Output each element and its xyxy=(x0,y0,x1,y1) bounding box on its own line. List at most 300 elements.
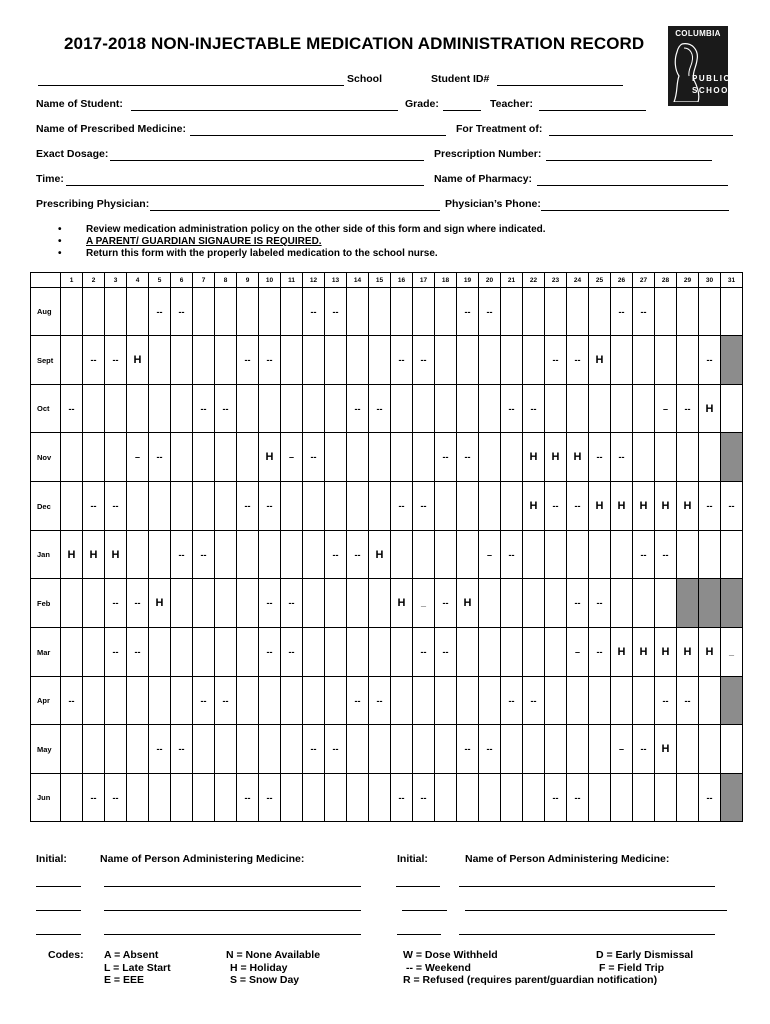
day-cell[interactable] xyxy=(677,336,699,385)
day-cell[interactable]: -- xyxy=(435,579,457,628)
day-cell[interactable] xyxy=(369,433,391,482)
day-cell[interactable] xyxy=(413,531,435,579)
day-cell[interactable] xyxy=(479,579,501,628)
day-cell[interactable]: -- xyxy=(83,482,105,531)
day-cell[interactable] xyxy=(545,677,567,725)
day-cell[interactable]: -- xyxy=(567,774,589,822)
day-cell[interactable] xyxy=(347,433,369,482)
day-cell[interactable] xyxy=(303,628,325,677)
day-cell[interactable] xyxy=(215,579,237,628)
day-cell[interactable] xyxy=(545,628,567,677)
day-cell[interactable] xyxy=(281,677,303,725)
day-cell[interactable] xyxy=(237,385,259,433)
day-cell[interactable] xyxy=(633,336,655,385)
day-cell[interactable] xyxy=(391,433,413,482)
day-cell[interactable]: H xyxy=(523,433,545,482)
day-cell[interactable]: -- xyxy=(237,774,259,822)
day-cell[interactable] xyxy=(677,579,699,628)
day-cell[interactable]: -- xyxy=(105,482,127,531)
day-cell[interactable]: -- xyxy=(589,579,611,628)
day-cell[interactable] xyxy=(281,774,303,822)
day-cell[interactable] xyxy=(127,288,149,336)
day-cell[interactable] xyxy=(149,336,171,385)
day-cell[interactable]: -- xyxy=(567,336,589,385)
day-cell[interactable] xyxy=(215,288,237,336)
day-cell[interactable] xyxy=(303,579,325,628)
day-cell[interactable] xyxy=(149,774,171,822)
day-cell[interactable]: H xyxy=(545,433,567,482)
day-cell[interactable] xyxy=(677,433,699,482)
day-cell[interactable]: -- xyxy=(83,336,105,385)
day-cell[interactable] xyxy=(589,774,611,822)
day-cell[interactable] xyxy=(677,725,699,774)
day-cell[interactable]: _ xyxy=(413,579,435,628)
day-cell[interactable] xyxy=(171,628,193,677)
student-name-line[interactable] xyxy=(131,110,398,111)
day-cell[interactable]: -- xyxy=(105,336,127,385)
day-cell[interactable]: -- xyxy=(501,385,523,433)
day-cell[interactable] xyxy=(457,677,479,725)
initial-line[interactable] xyxy=(402,910,447,911)
day-cell[interactable] xyxy=(611,531,633,579)
day-cell[interactable] xyxy=(61,288,83,336)
day-cell[interactable] xyxy=(237,725,259,774)
school-line[interactable] xyxy=(38,85,344,86)
day-cell[interactable] xyxy=(83,628,105,677)
prescribed-medicine-line[interactable] xyxy=(190,135,446,136)
day-cell[interactable] xyxy=(479,385,501,433)
day-cell[interactable] xyxy=(457,531,479,579)
day-cell[interactable] xyxy=(127,385,149,433)
day-cell[interactable] xyxy=(501,628,523,677)
day-cell[interactable]: -- xyxy=(171,288,193,336)
day-cell[interactable] xyxy=(237,628,259,677)
day-cell[interactable] xyxy=(259,531,281,579)
day-cell[interactable] xyxy=(61,336,83,385)
day-cell[interactable] xyxy=(105,725,127,774)
day-cell[interactable]: H xyxy=(369,531,391,579)
day-cell[interactable] xyxy=(677,288,699,336)
day-cell[interactable]: -- xyxy=(83,774,105,822)
day-cell[interactable]: H xyxy=(149,579,171,628)
day-cell[interactable] xyxy=(501,774,523,822)
day-cell[interactable] xyxy=(413,433,435,482)
day-cell[interactable] xyxy=(633,433,655,482)
day-cell[interactable] xyxy=(259,288,281,336)
day-cell[interactable] xyxy=(501,482,523,531)
day-cell[interactable] xyxy=(303,677,325,725)
day-cell[interactable] xyxy=(259,677,281,725)
day-cell[interactable] xyxy=(633,579,655,628)
day-cell[interactable] xyxy=(457,385,479,433)
day-cell[interactable] xyxy=(721,774,743,822)
day-cell[interactable] xyxy=(479,628,501,677)
day-cell[interactable]: H xyxy=(391,579,413,628)
day-cell[interactable] xyxy=(435,385,457,433)
day-cell[interactable] xyxy=(457,774,479,822)
teacher-line[interactable] xyxy=(539,110,646,111)
day-cell[interactable]: -- xyxy=(259,336,281,385)
day-cell[interactable]: -- xyxy=(479,725,501,774)
day-cell[interactable] xyxy=(281,336,303,385)
day-cell[interactable] xyxy=(413,288,435,336)
day-cell[interactable] xyxy=(435,336,457,385)
day-cell[interactable]: -- xyxy=(633,288,655,336)
initial-line[interactable] xyxy=(36,910,81,911)
day-cell[interactable]: -- xyxy=(391,336,413,385)
day-cell[interactable] xyxy=(391,288,413,336)
day-cell[interactable] xyxy=(105,677,127,725)
day-cell[interactable] xyxy=(501,579,523,628)
day-cell[interactable]: -- xyxy=(347,531,369,579)
day-cell[interactable] xyxy=(391,725,413,774)
day-cell[interactable]: -- xyxy=(391,482,413,531)
day-cell[interactable] xyxy=(193,774,215,822)
day-cell[interactable] xyxy=(303,482,325,531)
day-cell[interactable] xyxy=(611,385,633,433)
day-cell[interactable]: -- xyxy=(259,482,281,531)
day-cell[interactable]: -- xyxy=(677,677,699,725)
day-cell[interactable]: -- xyxy=(699,774,721,822)
day-cell[interactable] xyxy=(171,579,193,628)
day-cell[interactable] xyxy=(127,725,149,774)
day-cell[interactable]: -- xyxy=(567,482,589,531)
day-cell[interactable]: -- xyxy=(391,774,413,822)
day-cell[interactable]: -- xyxy=(281,579,303,628)
day-cell[interactable] xyxy=(567,677,589,725)
day-cell[interactable] xyxy=(567,288,589,336)
day-cell[interactable] xyxy=(303,774,325,822)
day-cell[interactable]: -- xyxy=(303,433,325,482)
day-cell[interactable] xyxy=(435,725,457,774)
day-cell[interactable]: -- xyxy=(721,482,743,531)
day-cell[interactable] xyxy=(501,288,523,336)
day-cell[interactable] xyxy=(215,336,237,385)
day-cell[interactable]: -- xyxy=(655,531,677,579)
initial-line[interactable] xyxy=(36,934,81,935)
administering-name-line[interactable] xyxy=(104,886,361,887)
day-cell[interactable]: -- xyxy=(611,288,633,336)
day-cell[interactable]: – xyxy=(479,531,501,579)
day-cell[interactable]: -- xyxy=(369,385,391,433)
day-cell[interactable] xyxy=(677,531,699,579)
day-cell[interactable]: H xyxy=(677,482,699,531)
day-cell[interactable] xyxy=(369,482,391,531)
day-cell[interactable] xyxy=(193,288,215,336)
day-cell[interactable]: -- xyxy=(567,579,589,628)
day-cell[interactable]: _ xyxy=(721,628,743,677)
day-cell[interactable]: -- xyxy=(611,433,633,482)
day-cell[interactable]: -- xyxy=(699,336,721,385)
time-line[interactable] xyxy=(66,185,424,186)
day-cell[interactable]: -- xyxy=(457,725,479,774)
day-cell[interactable] xyxy=(171,385,193,433)
day-cell[interactable]: – xyxy=(611,725,633,774)
day-cell[interactable]: -- xyxy=(369,677,391,725)
day-cell[interactable] xyxy=(369,725,391,774)
day-cell[interactable]: -- xyxy=(633,725,655,774)
day-cell[interactable] xyxy=(567,385,589,433)
day-cell[interactable]: -- xyxy=(193,677,215,725)
day-cell[interactable]: H xyxy=(457,579,479,628)
student-id-line[interactable] xyxy=(497,85,623,86)
day-cell[interactable]: -- xyxy=(545,482,567,531)
day-cell[interactable]: -- xyxy=(523,385,545,433)
day-cell[interactable] xyxy=(347,482,369,531)
day-cell[interactable] xyxy=(303,385,325,433)
day-cell[interactable]: -- xyxy=(325,725,347,774)
day-cell[interactable] xyxy=(325,433,347,482)
day-cell[interactable] xyxy=(171,336,193,385)
day-cell[interactable]: – xyxy=(567,628,589,677)
day-cell[interactable] xyxy=(589,531,611,579)
day-cell[interactable] xyxy=(149,482,171,531)
day-cell[interactable] xyxy=(413,725,435,774)
day-cell[interactable]: H xyxy=(655,628,677,677)
day-cell[interactable]: -- xyxy=(61,385,83,433)
day-cell[interactable] xyxy=(545,288,567,336)
day-cell[interactable] xyxy=(655,774,677,822)
day-cell[interactable] xyxy=(61,482,83,531)
day-cell[interactable] xyxy=(83,677,105,725)
day-cell[interactable] xyxy=(149,385,171,433)
day-cell[interactable] xyxy=(699,531,721,579)
day-cell[interactable] xyxy=(413,677,435,725)
day-cell[interactable]: -- xyxy=(457,433,479,482)
day-cell[interactable] xyxy=(545,725,567,774)
day-cell[interactable] xyxy=(611,579,633,628)
day-cell[interactable] xyxy=(721,288,743,336)
day-cell[interactable]: -- xyxy=(61,677,83,725)
physician-line[interactable] xyxy=(150,210,440,211)
day-cell[interactable]: -- xyxy=(149,288,171,336)
day-cell[interactable] xyxy=(391,677,413,725)
day-cell[interactable] xyxy=(347,288,369,336)
day-cell[interactable] xyxy=(545,385,567,433)
day-cell[interactable] xyxy=(127,677,149,725)
day-cell[interactable] xyxy=(171,433,193,482)
day-cell[interactable]: H xyxy=(655,725,677,774)
day-cell[interactable] xyxy=(347,628,369,677)
day-cell[interactable] xyxy=(149,628,171,677)
day-cell[interactable]: -- xyxy=(237,482,259,531)
day-cell[interactable] xyxy=(721,433,743,482)
initial-line[interactable] xyxy=(396,886,440,887)
day-cell[interactable] xyxy=(369,628,391,677)
day-cell[interactable]: -- xyxy=(105,628,127,677)
day-cell[interactable] xyxy=(325,677,347,725)
day-cell[interactable] xyxy=(281,385,303,433)
day-cell[interactable] xyxy=(281,482,303,531)
day-cell[interactable] xyxy=(413,385,435,433)
day-cell[interactable]: -- xyxy=(303,288,325,336)
physician-phone-line[interactable] xyxy=(541,210,729,211)
day-cell[interactable]: -- xyxy=(171,531,193,579)
day-cell[interactable] xyxy=(171,482,193,531)
day-cell[interactable] xyxy=(435,288,457,336)
day-cell[interactable] xyxy=(545,531,567,579)
day-cell[interactable]: -- xyxy=(677,385,699,433)
day-cell[interactable] xyxy=(721,579,743,628)
day-cell[interactable]: -- xyxy=(413,628,435,677)
day-cell[interactable] xyxy=(105,288,127,336)
day-cell[interactable] xyxy=(457,336,479,385)
day-cell[interactable] xyxy=(611,336,633,385)
day-cell[interactable]: H xyxy=(633,482,655,531)
day-cell[interactable] xyxy=(237,677,259,725)
day-cell[interactable]: H xyxy=(127,336,149,385)
day-cell[interactable] xyxy=(589,677,611,725)
day-cell[interactable] xyxy=(611,677,633,725)
day-cell[interactable] xyxy=(171,677,193,725)
day-cell[interactable] xyxy=(105,433,127,482)
day-cell[interactable] xyxy=(391,385,413,433)
day-cell[interactable] xyxy=(391,628,413,677)
day-cell[interactable]: -- xyxy=(633,531,655,579)
day-cell[interactable] xyxy=(479,336,501,385)
day-cell[interactable] xyxy=(347,725,369,774)
day-cell[interactable]: H xyxy=(61,531,83,579)
day-cell[interactable] xyxy=(479,433,501,482)
day-cell[interactable]: -- xyxy=(479,288,501,336)
day-cell[interactable] xyxy=(347,774,369,822)
day-cell[interactable] xyxy=(567,531,589,579)
day-cell[interactable] xyxy=(523,336,545,385)
administering-name-line[interactable] xyxy=(104,910,361,911)
day-cell[interactable] xyxy=(523,531,545,579)
day-cell[interactable] xyxy=(721,336,743,385)
day-cell[interactable]: H xyxy=(589,482,611,531)
day-cell[interactable] xyxy=(281,531,303,579)
day-cell[interactable]: -- xyxy=(325,531,347,579)
day-cell[interactable]: -- xyxy=(523,677,545,725)
day-cell[interactable] xyxy=(61,725,83,774)
day-cell[interactable] xyxy=(457,628,479,677)
day-cell[interactable]: -- xyxy=(259,628,281,677)
for-treatment-line[interactable] xyxy=(549,135,733,136)
day-cell[interactable] xyxy=(193,725,215,774)
day-cell[interactable] xyxy=(193,433,215,482)
day-cell[interactable]: -- xyxy=(589,433,611,482)
day-cell[interactable] xyxy=(347,336,369,385)
day-cell[interactable] xyxy=(237,288,259,336)
day-cell[interactable] xyxy=(523,628,545,677)
day-cell[interactable]: H xyxy=(611,628,633,677)
day-cell[interactable] xyxy=(83,433,105,482)
day-cell[interactable] xyxy=(105,385,127,433)
grade-line[interactable] xyxy=(443,110,481,111)
day-cell[interactable]: H xyxy=(611,482,633,531)
day-cell[interactable] xyxy=(501,725,523,774)
day-cell[interactable]: -- xyxy=(413,774,435,822)
day-cell[interactable]: -- xyxy=(303,725,325,774)
day-cell[interactable] xyxy=(369,774,391,822)
day-cell[interactable]: -- xyxy=(413,482,435,531)
day-cell[interactable] xyxy=(501,336,523,385)
day-cell[interactable] xyxy=(259,725,281,774)
day-cell[interactable]: -- xyxy=(127,628,149,677)
day-cell[interactable] xyxy=(589,725,611,774)
day-cell[interactable]: -- xyxy=(655,677,677,725)
day-cell[interactable] xyxy=(281,725,303,774)
day-cell[interactable] xyxy=(655,579,677,628)
day-cell[interactable] xyxy=(281,288,303,336)
day-cell[interactable] xyxy=(325,482,347,531)
day-cell[interactable]: H xyxy=(83,531,105,579)
administering-name-line[interactable] xyxy=(104,934,361,935)
day-cell[interactable] xyxy=(435,482,457,531)
day-cell[interactable]: -- xyxy=(435,628,457,677)
day-cell[interactable] xyxy=(501,433,523,482)
day-cell[interactable] xyxy=(435,531,457,579)
day-cell[interactable] xyxy=(237,579,259,628)
day-cell[interactable] xyxy=(149,677,171,725)
day-cell[interactable] xyxy=(325,385,347,433)
day-cell[interactable] xyxy=(259,385,281,433)
day-cell[interactable]: -- xyxy=(457,288,479,336)
day-cell[interactable]: -- xyxy=(413,336,435,385)
day-cell[interactable]: H xyxy=(699,385,721,433)
day-cell[interactable]: H xyxy=(523,482,545,531)
day-cell[interactable]: H xyxy=(699,628,721,677)
day-cell[interactable] xyxy=(655,288,677,336)
day-cell[interactable] xyxy=(325,774,347,822)
administering-name-line[interactable] xyxy=(459,934,715,935)
day-cell[interactable] xyxy=(171,774,193,822)
day-cell[interactable]: H xyxy=(655,482,677,531)
day-cell[interactable] xyxy=(523,774,545,822)
day-cell[interactable] xyxy=(677,774,699,822)
day-cell[interactable] xyxy=(589,385,611,433)
day-cell[interactable]: -- xyxy=(259,774,281,822)
day-cell[interactable] xyxy=(83,385,105,433)
day-cell[interactable] xyxy=(721,677,743,725)
day-cell[interactable]: – xyxy=(655,385,677,433)
day-cell[interactable] xyxy=(83,288,105,336)
day-cell[interactable]: -- xyxy=(325,288,347,336)
day-cell[interactable]: -- xyxy=(259,579,281,628)
day-cell[interactable] xyxy=(149,531,171,579)
day-cell[interactable] xyxy=(721,385,743,433)
prescription-number-line[interactable] xyxy=(546,160,712,161)
day-cell[interactable] xyxy=(303,531,325,579)
day-cell[interactable]: -- xyxy=(347,385,369,433)
day-cell[interactable] xyxy=(237,433,259,482)
day-cell[interactable] xyxy=(193,628,215,677)
day-cell[interactable] xyxy=(435,677,457,725)
day-cell[interactable]: -- xyxy=(127,579,149,628)
day-cell[interactable] xyxy=(655,433,677,482)
day-cell[interactable] xyxy=(215,531,237,579)
day-cell[interactable] xyxy=(457,482,479,531)
day-cell[interactable]: -- xyxy=(149,433,171,482)
day-cell[interactable] xyxy=(633,677,655,725)
day-cell[interactable] xyxy=(633,774,655,822)
initial-line[interactable] xyxy=(36,886,81,887)
administering-name-line[interactable] xyxy=(459,886,715,887)
administering-name-line[interactable] xyxy=(465,910,727,911)
day-cell[interactable]: – xyxy=(281,433,303,482)
day-cell[interactable]: -- xyxy=(501,677,523,725)
day-cell[interactable] xyxy=(699,725,721,774)
day-cell[interactable] xyxy=(545,579,567,628)
day-cell[interactable] xyxy=(325,336,347,385)
day-cell[interactable] xyxy=(215,725,237,774)
day-cell[interactable] xyxy=(83,579,105,628)
day-cell[interactable] xyxy=(215,482,237,531)
day-cell[interactable] xyxy=(61,579,83,628)
day-cell[interactable]: -- xyxy=(699,482,721,531)
